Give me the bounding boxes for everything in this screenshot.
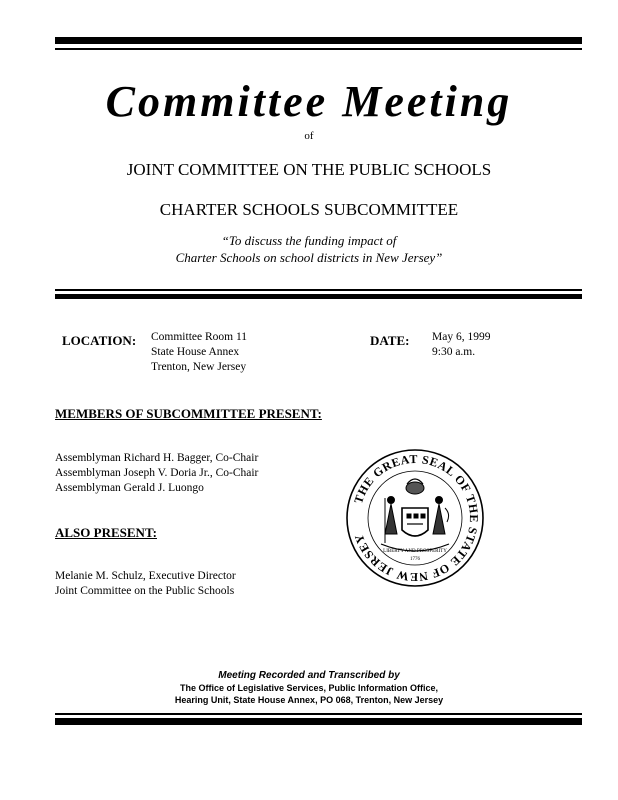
date-value	[432, 330, 490, 360]
seal-ribbon-text: LIBERTY AND PROSPERITY	[383, 549, 447, 554]
location-line: Trenton, New Jersey	[151, 361, 247, 373]
great-seal-of-new-jersey	[345, 448, 485, 588]
footer-credit	[0, 670, 618, 706]
member-item: Assemblyman Richard H. Bagger, Co-Chair	[55, 452, 259, 464]
footer-line-2: The Office of Legislative Services, Public Information Office,	[179, 683, 439, 693]
document-title: Committee Meeting	[105, 77, 513, 126]
seal-year: 1776	[410, 557, 420, 562]
also-present-item: Melanie M. Schulz, Executive Director	[55, 570, 236, 582]
top-thin-rule	[55, 48, 582, 50]
committee-name: JOINT COMMITTEE ON THE PUBLIC SCHOOLS	[126, 160, 492, 179]
title-of: of	[304, 130, 314, 142]
purpose-line-2: Charter Schools on school districts in New Jersey”	[175, 250, 443, 265]
footer-line-1: Meeting Recorded and Transcribed by	[218, 670, 400, 681]
bottom-thin-rule	[55, 713, 582, 715]
date-line: May 6, 1999	[432, 331, 491, 343]
date-line: 9:30 a.m.	[432, 346, 476, 358]
members-heading: MEMBERS OF SUBCOMMITTEE PRESENT:	[55, 406, 322, 421]
location-line: State House Annex	[151, 346, 240, 358]
date-label: DATE:	[370, 333, 410, 348]
seal-ring-text: THE GREAT SEAL OF THE STATE OF NEW JERSEY	[351, 451, 482, 585]
location-value	[151, 330, 247, 375]
top-thick-rule	[55, 37, 582, 44]
also-present-list	[55, 569, 236, 599]
location-label: LOCATION:	[62, 333, 137, 348]
members-list	[55, 451, 258, 496]
subcommittee-name: CHARTER SCHOOLS SUBCOMMITTEE	[159, 200, 459, 219]
also-present-heading: ALSO PRESENT:	[55, 525, 157, 540]
location-line: Committee Room 11	[151, 331, 248, 343]
footer-line-3: Hearing Unit, State House Annex, PO 068, Trenton, New Jersey	[174, 695, 444, 705]
middle-thin-rule	[55, 289, 582, 291]
member-item: Assemblyman Joseph V. Doria Jr., Co-Chair	[55, 467, 259, 479]
also-present-item: Joint Committee on the Public Schools	[55, 585, 235, 597]
member-item: Assemblyman Gerald J. Luongo	[55, 482, 204, 494]
bottom-thick-rule	[55, 718, 582, 725]
middle-thick-rule	[55, 294, 582, 299]
meeting-purpose	[0, 232, 618, 266]
purpose-line-1: “To discuss the funding impact of	[221, 233, 397, 248]
